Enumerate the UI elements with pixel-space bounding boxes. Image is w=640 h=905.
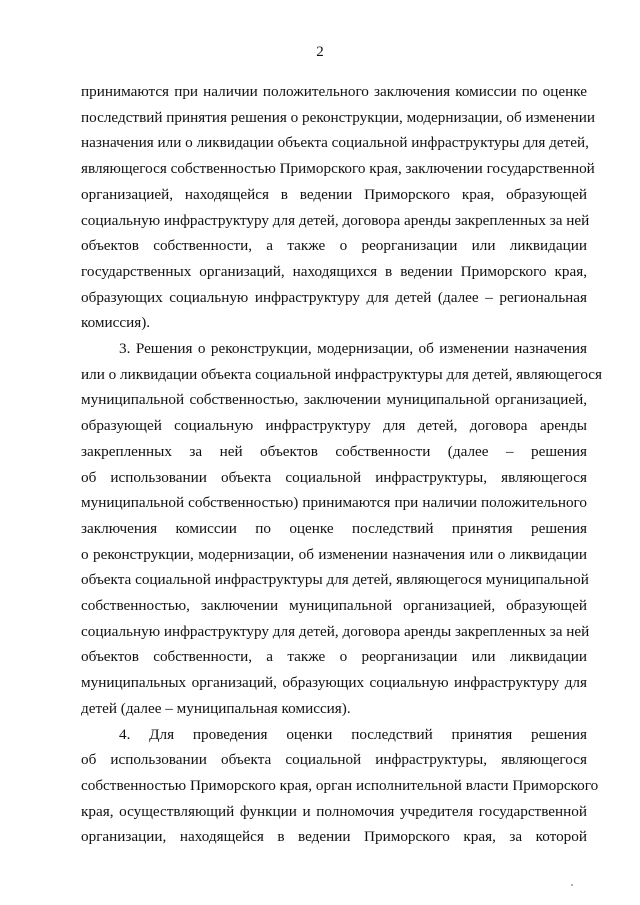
paragraph-item-4 (81, 722, 599, 851)
text-line: края, осуществляющий функции и полномочия учредителя государственной (81, 802, 587, 820)
document-body (81, 79, 603, 850)
text-line: последствий принятия решения о реконструкции, модернизации, об изменении (81, 108, 596, 126)
text-line: о реконструкции, модернизации, об изменении назначения или о ликвидации (81, 545, 587, 563)
text-line: организации, находящейся в ведении Приморского края, за которой (81, 828, 587, 846)
text-line: собственностью Приморского края, орган исполнительной власти Приморского (81, 776, 599, 794)
text-line: государственных организаций, находящихся в ведении Приморского края, (81, 262, 587, 280)
text-line: организацией, находящейся в ведении Приморского края, образующей (81, 185, 587, 203)
page-number: 2 (316, 44, 324, 60)
text-line: 4. Для проведения оценки последствий принятия решения (119, 725, 587, 743)
text-line: об использовании объекта социальной инфраструктуры, являющегося (81, 751, 587, 769)
text-line: образующих социальную инфраструктуру для детей (далее – региональная (81, 288, 587, 306)
text-line: объектов собственности, а также о реорганизации или ликвидации (81, 237, 587, 255)
scan-speck (571, 884, 573, 886)
text-line: об использовании объекта социальной инфраструктуры, являющегося (81, 468, 587, 486)
text-line: объекта социальной инфраструктуры для детей, являющегося муниципальной (81, 571, 589, 589)
paragraph-continuation (81, 79, 596, 336)
text-line: социальную инфраструктуру для детей, договора аренды закрепленных за ней (81, 622, 590, 640)
text-line: или о ликвидации объекта социальной инфраструктуры для детей, являющегося (81, 365, 603, 383)
text-line: принимаются при наличии положительного заключения комиссии по оценке (81, 83, 587, 100)
text-line: собственностью, заключении муниципальной организацией, образующей (81, 597, 587, 615)
text-line: назначения или о ликвидации объекта социальной инфраструктуры для детей, (81, 134, 589, 152)
text-line: муниципальных организаций, образующих социальную инфраструктуру для (81, 674, 587, 692)
text-line: комиссия). (81, 314, 151, 332)
text-line: объектов собственности, а также о реорганизации или ликвидации (81, 648, 587, 666)
text-line: муниципальной собственностью, заключении муниципальной организацией, (81, 391, 587, 409)
text-line: являющегося собственностью Приморского края, заключении государственной (81, 160, 595, 178)
paragraph-item-3 (81, 336, 603, 722)
text-line: заключения комиссии по оценке последствий принятия решения (81, 519, 587, 537)
text-line: 3. Решения о реконструкции, модернизации, об изменении назначения (119, 340, 587, 358)
text-line: образующей социальную инфраструктуру для детей, договора аренды (81, 417, 587, 435)
text-line: социальную инфраструктуру для детей, договора аренды закрепленных за ней (81, 211, 590, 229)
text-line: закрепленных за ней объектов собственности (далее – решения (81, 442, 587, 460)
text-line: детей (далее – муниципальная комиссия). (81, 699, 351, 717)
text-line: муниципальной собственностью) принимаются при наличии положительного (81, 494, 587, 512)
